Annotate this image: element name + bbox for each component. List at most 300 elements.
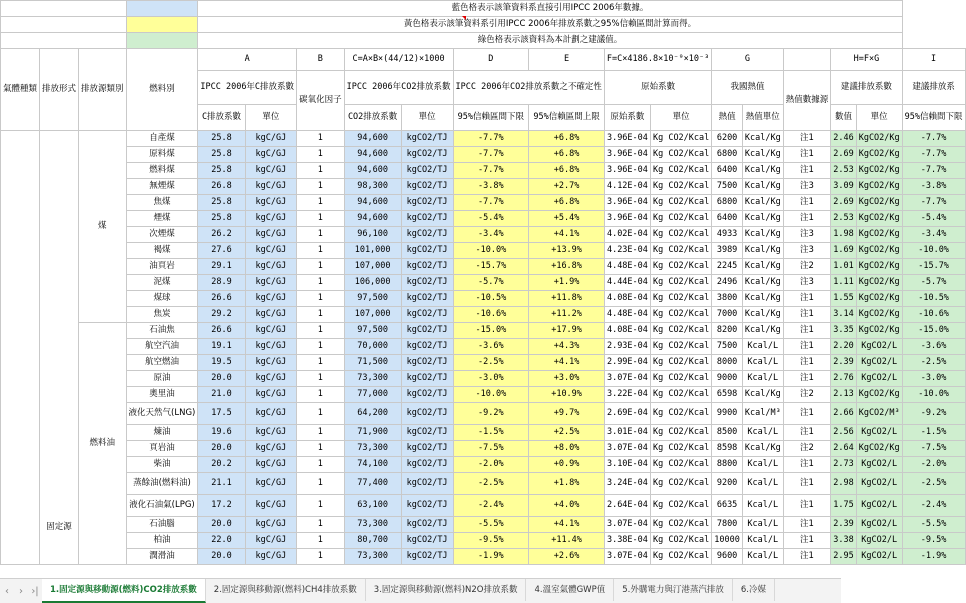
raw-factor-cell[interactable]: 3.10E-04 <box>604 457 650 473</box>
fuel-name-cell[interactable]: 航空燃油 <box>126 355 198 371</box>
raw-unit-cell[interactable]: Kg CO2/Kcal <box>650 131 711 147</box>
suggested-value-cell[interactable]: 2.53 <box>831 163 856 179</box>
heat-value-cell[interactable]: 2245 <box>712 259 743 275</box>
suggested-lower95-cell[interactable]: -10.6% <box>902 307 965 323</box>
sheet-tab-1[interactable]: 1.固定源與移動源(燃料)CO2排放系數 <box>42 579 206 603</box>
c-unit-cell[interactable]: kgC/GJ <box>245 473 296 495</box>
raw-factor-cell[interactable]: 4.02E-04 <box>604 227 650 243</box>
lower95-cell[interactable]: -7.7% <box>453 131 529 147</box>
suggested-value-cell[interactable]: 2.69 <box>831 147 856 163</box>
c-unit-cell[interactable]: kgC/GJ <box>245 195 296 211</box>
fuel-name-cell[interactable]: 煙煤 <box>126 211 198 227</box>
heat-source-cell[interactable]: 注1 <box>783 473 831 495</box>
oxidation-factor-cell[interactable]: 1 <box>297 131 345 147</box>
suggested-lower95-cell[interactable]: -1.9% <box>902 549 965 565</box>
oxidation-factor-cell[interactable]: 1 <box>297 227 345 243</box>
suggested-unit-cell[interactable]: KgCO2/L <box>856 533 902 549</box>
heat-source-cell[interactable]: 注1 <box>783 355 831 371</box>
heat-value-cell[interactable]: 6635 <box>712 495 743 517</box>
lower95-cell[interactable]: -9.5% <box>453 533 529 549</box>
raw-factor-cell[interactable]: 3.24E-04 <box>604 473 650 495</box>
heat-source-cell[interactable]: 注1 <box>783 323 831 339</box>
heat-value-cell[interactable]: 7500 <box>712 339 743 355</box>
lower95-cell[interactable]: -3.0% <box>453 371 529 387</box>
heat-value-cell[interactable]: 8000 <box>712 355 743 371</box>
fuel-name-cell[interactable]: 次煙煤 <box>126 227 198 243</box>
fuel-name-cell[interactable]: 原料煤 <box>126 147 198 163</box>
c-unit-cell[interactable]: kgC/GJ <box>245 243 296 259</box>
oxidation-factor-cell[interactable]: 1 <box>297 371 345 387</box>
heat-value-cell[interactable]: 8598 <box>712 441 743 457</box>
suggested-lower95-cell[interactable]: -3.6% <box>902 339 965 355</box>
raw-factor-cell[interactable]: 4.48E-04 <box>604 259 650 275</box>
oxidation-factor-cell[interactable]: 1 <box>297 195 345 211</box>
co2-factor-cell[interactable]: 80,700 <box>344 533 401 549</box>
tab-scroll-left-icon[interactable]: ‹ <box>5 585 9 597</box>
c-unit-cell[interactable]: kgC/GJ <box>245 291 296 307</box>
suggested-lower95-cell[interactable]: -9.2% <box>902 403 965 425</box>
upper95-cell[interactable]: +16.8% <box>529 259 605 275</box>
co2-unit-cell[interactable]: kgCO2/TJ <box>401 259 453 275</box>
co2-unit-cell[interactable]: kgCO2/TJ <box>401 323 453 339</box>
suggested-value-cell[interactable]: 3.14 <box>831 307 856 323</box>
c-unit-cell[interactable]: kgC/GJ <box>245 549 296 565</box>
heat-unit-cell[interactable]: Kcal/L <box>742 339 783 355</box>
raw-unit-cell[interactable]: Kg CO2/Kcal <box>650 179 711 195</box>
fuel-name-cell[interactable]: 液化石油氣(LPG) <box>126 495 198 517</box>
suggested-value-cell[interactable]: 2.53 <box>831 211 856 227</box>
raw-factor-cell[interactable]: 3.96E-04 <box>604 131 650 147</box>
raw-unit-cell[interactable]: Kg CO2/Kcal <box>650 227 711 243</box>
raw-factor-cell[interactable]: 4.08E-04 <box>604 291 650 307</box>
raw-unit-cell[interactable]: Kg CO2/Kcal <box>650 457 711 473</box>
suggested-unit-cell[interactable]: KgCO2/Kg <box>856 441 902 457</box>
upper95-cell[interactable]: +9.7% <box>529 403 605 425</box>
suggested-lower95-cell[interactable]: -15.7% <box>902 259 965 275</box>
upper95-cell[interactable]: +1.9% <box>529 275 605 291</box>
raw-factor-cell[interactable]: 3.96E-04 <box>604 211 650 227</box>
upper95-cell[interactable]: +13.9% <box>529 243 605 259</box>
fuel-name-cell[interactable]: 液化天然气(LNG) <box>126 403 198 425</box>
heat-value-cell[interactable]: 6800 <box>712 195 743 211</box>
co2-unit-cell[interactable]: kgCO2/TJ <box>401 275 453 291</box>
co2-factor-cell[interactable]: 94,600 <box>344 147 401 163</box>
suggested-unit-cell[interactable]: KgCO2/Kg <box>856 179 902 195</box>
co2-factor-cell[interactable]: 77,400 <box>344 473 401 495</box>
suggested-lower95-cell[interactable]: -3.8% <box>902 179 965 195</box>
upper95-cell[interactable]: +17.9% <box>529 323 605 339</box>
suggested-unit-cell[interactable]: KgCO2/Kg <box>856 307 902 323</box>
co2-unit-cell[interactable]: kgCO2/TJ <box>401 517 453 533</box>
lower95-cell[interactable]: -5.5% <box>453 517 529 533</box>
c-factor-cell[interactable]: 20.0 <box>198 371 245 387</box>
suggested-unit-cell[interactable]: KgCO2/Kg <box>856 195 902 211</box>
heat-unit-cell[interactable]: Kcal/Kg <box>742 307 783 323</box>
suggested-lower95-cell[interactable]: -5.5% <box>902 517 965 533</box>
c-factor-cell[interactable]: 17.2 <box>198 495 245 517</box>
heat-value-cell[interactable]: 6800 <box>712 147 743 163</box>
suggested-unit-cell[interactable]: KgCO2/L <box>856 495 902 517</box>
heat-unit-cell[interactable]: Kcal/L <box>742 425 783 441</box>
heat-unit-cell[interactable]: Kcal/Kg <box>742 147 783 163</box>
raw-unit-cell[interactable]: Kg CO2/Kcal <box>650 495 711 517</box>
c-factor-cell[interactable]: 17.5 <box>198 403 245 425</box>
oxidation-factor-cell[interactable]: 1 <box>297 275 345 291</box>
c-unit-cell[interactable]: kgC/GJ <box>245 259 296 275</box>
heat-value-cell[interactable]: 3989 <box>712 243 743 259</box>
suggested-unit-cell[interactable]: KgCO2/L <box>856 371 902 387</box>
raw-factor-cell[interactable]: 3.07E-04 <box>604 549 650 565</box>
raw-unit-cell[interactable]: Kg CO2/Kcal <box>650 549 711 565</box>
lower95-cell[interactable]: -5.4% <box>453 211 529 227</box>
co2-factor-cell[interactable]: 63,100 <box>344 495 401 517</box>
upper95-cell[interactable]: +11.4% <box>529 533 605 549</box>
heat-source-cell[interactable]: 注1 <box>783 339 831 355</box>
heat-unit-cell[interactable]: Kcal/L <box>742 549 783 565</box>
c-factor-cell[interactable]: 19.6 <box>198 425 245 441</box>
suggested-unit-cell[interactable]: KgCO2/Kg <box>856 387 902 403</box>
suggested-value-cell[interactable]: 2.66 <box>831 403 856 425</box>
lower95-cell[interactable]: -1.9% <box>453 549 529 565</box>
oxidation-factor-cell[interactable]: 1 <box>297 533 345 549</box>
upper95-cell[interactable]: +2.7% <box>529 179 605 195</box>
c-factor-cell[interactable]: 26.8 <box>198 179 245 195</box>
co2-unit-cell[interactable]: kgCO2/TJ <box>401 403 453 425</box>
suggested-lower95-cell[interactable]: -2.5% <box>902 473 965 495</box>
upper95-cell[interactable]: +4.1% <box>529 517 605 533</box>
heat-unit-cell[interactable]: Kcal/Kg <box>742 275 783 291</box>
heat-value-cell[interactable]: 7500 <box>712 179 743 195</box>
c-factor-cell[interactable]: 25.8 <box>198 211 245 227</box>
gas-type-cell[interactable] <box>1 131 40 565</box>
oxidation-factor-cell[interactable]: 1 <box>297 147 345 163</box>
upper95-cell[interactable]: +1.8% <box>529 473 605 495</box>
c-unit-cell[interactable]: kgC/GJ <box>245 227 296 243</box>
lower95-cell[interactable]: -15.0% <box>453 323 529 339</box>
lower95-cell[interactable]: -10.0% <box>453 387 529 403</box>
heat-value-cell[interactable]: 6400 <box>712 163 743 179</box>
c-factor-cell[interactable]: 26.6 <box>198 291 245 307</box>
suggested-lower95-cell[interactable]: -7.7% <box>902 147 965 163</box>
raw-unit-cell[interactable]: Kg CO2/Kcal <box>650 275 711 291</box>
lower95-cell[interactable]: -5.7% <box>453 275 529 291</box>
co2-factor-cell[interactable]: 94,600 <box>344 131 401 147</box>
oxidation-factor-cell[interactable]: 1 <box>297 355 345 371</box>
suggested-value-cell[interactable]: 1.55 <box>831 291 856 307</box>
co2-unit-cell[interactable]: kgCO2/TJ <box>401 147 453 163</box>
raw-unit-cell[interactable]: Kg CO2/Kcal <box>650 371 711 387</box>
lower95-cell[interactable]: -15.7% <box>453 259 529 275</box>
heat-value-cell[interactable]: 6200 <box>712 131 743 147</box>
heat-unit-cell[interactable]: Kcal/Kg <box>742 131 783 147</box>
raw-unit-cell[interactable]: Kg CO2/Kcal <box>650 291 711 307</box>
suggested-lower95-cell[interactable]: -10.0% <box>902 243 965 259</box>
fuel-name-cell[interactable]: 焦炭 <box>126 307 198 323</box>
c-unit-cell[interactable]: kgC/GJ <box>245 211 296 227</box>
heat-value-cell[interactable]: 8500 <box>712 425 743 441</box>
suggested-lower95-cell[interactable]: -7.7% <box>902 131 965 147</box>
fuel-name-cell[interactable]: 原油 <box>126 371 198 387</box>
co2-unit-cell[interactable]: kgCO2/TJ <box>401 533 453 549</box>
fuel-name-cell[interactable]: 潤滑油 <box>126 549 198 565</box>
c-unit-cell[interactable]: kgC/GJ <box>245 339 296 355</box>
lower95-cell[interactable]: -2.5% <box>453 473 529 495</box>
heat-value-cell[interactable]: 6598 <box>712 387 743 403</box>
co2-unit-cell[interactable]: kgCO2/TJ <box>401 387 453 403</box>
co2-unit-cell[interactable]: kgCO2/TJ <box>401 307 453 323</box>
c-factor-cell[interactable]: 25.8 <box>198 147 245 163</box>
suggested-value-cell[interactable]: 2.46 <box>831 131 856 147</box>
co2-factor-cell[interactable]: 101,000 <box>344 243 401 259</box>
suggested-value-cell[interactable]: 3.09 <box>831 179 856 195</box>
raw-factor-cell[interactable]: 2.93E-04 <box>604 339 650 355</box>
suggested-unit-cell[interactable]: KgCO2/Kg <box>856 147 902 163</box>
oxidation-factor-cell[interactable]: 1 <box>297 425 345 441</box>
heat-source-cell[interactable]: 注2 <box>783 387 831 403</box>
raw-unit-cell[interactable]: Kg CO2/Kcal <box>650 473 711 495</box>
heat-unit-cell[interactable]: Kcal/L <box>742 355 783 371</box>
sheet-tab-3[interactable]: 3.固定源與移動源(燃料)N2O排放系數 <box>366 579 527 601</box>
co2-unit-cell[interactable]: kgCO2/TJ <box>401 371 453 387</box>
heat-source-cell[interactable]: 注1 <box>783 371 831 387</box>
raw-unit-cell[interactable]: Kg CO2/Kcal <box>650 355 711 371</box>
suggested-lower95-cell[interactable]: -5.4% <box>902 211 965 227</box>
suggested-unit-cell[interactable]: KgCO2/M³ <box>856 403 902 425</box>
co2-unit-cell[interactable]: kgCO2/TJ <box>401 179 453 195</box>
fuel-name-cell[interactable]: 油頁岩 <box>126 259 198 275</box>
c-factor-cell[interactable]: 22.0 <box>198 533 245 549</box>
oxidation-factor-cell[interactable]: 1 <box>297 323 345 339</box>
raw-unit-cell[interactable]: Kg CO2/Kcal <box>650 387 711 403</box>
c-factor-cell[interactable]: 21.0 <box>198 387 245 403</box>
tab-scroll-right-icon[interactable]: › <box>19 585 23 597</box>
heat-value-cell[interactable]: 6400 <box>712 211 743 227</box>
lower95-cell[interactable]: -3.6% <box>453 339 529 355</box>
upper95-cell[interactable]: +6.8% <box>529 131 605 147</box>
upper95-cell[interactable]: +10.9% <box>529 387 605 403</box>
c-unit-cell[interactable]: kgC/GJ <box>245 163 296 179</box>
suggested-unit-cell[interactable]: KgCO2/L <box>856 473 902 495</box>
heat-unit-cell[interactable]: Kcal/Kg <box>742 227 783 243</box>
co2-factor-cell[interactable]: 73,300 <box>344 441 401 457</box>
co2-unit-cell[interactable]: kgCO2/TJ <box>401 441 453 457</box>
heat-unit-cell[interactable]: Kcal/L <box>742 533 783 549</box>
suggested-value-cell[interactable]: 2.95 <box>831 549 856 565</box>
co2-unit-cell[interactable]: kgCO2/TJ <box>401 339 453 355</box>
c-unit-cell[interactable]: kgC/GJ <box>245 425 296 441</box>
heat-source-cell[interactable]: 注1 <box>783 517 831 533</box>
raw-unit-cell[interactable]: Kg CO2/Kcal <box>650 307 711 323</box>
raw-unit-cell[interactable]: Kg CO2/Kcal <box>650 195 711 211</box>
raw-factor-cell[interactable]: 3.96E-04 <box>604 163 650 179</box>
heat-value-cell[interactable]: 3800 <box>712 291 743 307</box>
c-unit-cell[interactable]: kgC/GJ <box>245 355 296 371</box>
c-unit-cell[interactable]: kgC/GJ <box>245 275 296 291</box>
suggested-lower95-cell[interactable]: -7.7% <box>902 195 965 211</box>
upper95-cell[interactable]: +8.0% <box>529 441 605 457</box>
raw-factor-cell[interactable]: 2.69E-04 <box>604 403 650 425</box>
suggested-value-cell[interactable]: 1.98 <box>831 227 856 243</box>
c-factor-cell[interactable]: 26.2 <box>198 227 245 243</box>
co2-factor-cell[interactable]: 77,000 <box>344 387 401 403</box>
c-factor-cell[interactable]: 25.8 <box>198 131 245 147</box>
raw-unit-cell[interactable]: Kg CO2/Kcal <box>650 533 711 549</box>
suggested-unit-cell[interactable]: KgCO2/L <box>856 425 902 441</box>
oxidation-factor-cell[interactable]: 1 <box>297 163 345 179</box>
heat-unit-cell[interactable]: Kcal/L <box>742 473 783 495</box>
fuel-name-cell[interactable]: 泥煤 <box>126 275 198 291</box>
heat-source-cell[interactable]: 注1 <box>783 291 831 307</box>
suggested-lower95-cell[interactable]: -1.5% <box>902 425 965 441</box>
co2-factor-cell[interactable]: 107,000 <box>344 307 401 323</box>
upper95-cell[interactable]: +6.8% <box>529 163 605 179</box>
suggested-lower95-cell[interactable]: -3.0% <box>902 371 965 387</box>
upper95-cell[interactable]: +3.0% <box>529 371 605 387</box>
raw-factor-cell[interactable]: 3.07E-04 <box>604 441 650 457</box>
c-unit-cell[interactable]: kgC/GJ <box>245 387 296 403</box>
suggested-value-cell[interactable]: 2.76 <box>831 371 856 387</box>
suggested-unit-cell[interactable]: KgCO2/L <box>856 517 902 533</box>
oxidation-factor-cell[interactable]: 1 <box>297 259 345 275</box>
c-unit-cell[interactable]: kgC/GJ <box>245 403 296 425</box>
fuel-name-cell[interactable]: 柏油 <box>126 533 198 549</box>
heat-unit-cell[interactable]: Kcal/L <box>742 457 783 473</box>
co2-factor-cell[interactable]: 94,600 <box>344 211 401 227</box>
c-factor-cell[interactable]: 27.6 <box>198 243 245 259</box>
c-factor-cell[interactable]: 29.1 <box>198 259 245 275</box>
suggested-unit-cell[interactable]: KgCO2/Kg <box>856 131 902 147</box>
upper95-cell[interactable]: +4.0% <box>529 495 605 517</box>
lower95-cell[interactable]: -10.6% <box>453 307 529 323</box>
co2-factor-cell[interactable]: 107,000 <box>344 259 401 275</box>
raw-factor-cell[interactable]: 4.44E-04 <box>604 275 650 291</box>
c-factor-cell[interactable]: 25.8 <box>198 163 245 179</box>
oxidation-factor-cell[interactable]: 1 <box>297 211 345 227</box>
co2-unit-cell[interactable]: kgCO2/TJ <box>401 473 453 495</box>
suggested-value-cell[interactable]: 2.13 <box>831 387 856 403</box>
heat-source-cell[interactable]: 注1 <box>783 147 831 163</box>
heat-unit-cell[interactable]: Kcal/Kg <box>742 259 783 275</box>
suggested-value-cell[interactable]: 2.39 <box>831 517 856 533</box>
upper95-cell[interactable]: +11.2% <box>529 307 605 323</box>
oxidation-factor-cell[interactable]: 1 <box>297 473 345 495</box>
raw-unit-cell[interactable]: Kg CO2/Kcal <box>650 259 711 275</box>
co2-factor-cell[interactable]: 96,100 <box>344 227 401 243</box>
suggested-lower95-cell[interactable]: -3.4% <box>902 227 965 243</box>
suggested-value-cell[interactable]: 2.39 <box>831 355 856 371</box>
raw-factor-cell[interactable]: 3.22E-04 <box>604 387 650 403</box>
raw-unit-cell[interactable]: Kg CO2/Kcal <box>650 403 711 425</box>
source-category-oil[interactable]: 燃料油 <box>79 323 127 565</box>
sheet-tab-5[interactable]: 5.外購電力與汀港蒸汽排放 <box>614 579 733 601</box>
suggested-unit-cell[interactable]: KgCO2/Kg <box>856 291 902 307</box>
c-unit-cell[interactable]: kgC/GJ <box>245 457 296 473</box>
raw-factor-cell[interactable]: 3.96E-04 <box>604 147 650 163</box>
heat-source-cell[interactable]: 注1 <box>783 549 831 565</box>
c-unit-cell[interactable]: kgC/GJ <box>245 441 296 457</box>
heat-source-cell[interactable]: 注3 <box>783 275 831 291</box>
suggested-value-cell[interactable]: 1.75 <box>831 495 856 517</box>
co2-unit-cell[interactable]: kgCO2/TJ <box>401 355 453 371</box>
suggested-unit-cell[interactable]: KgCO2/L <box>856 457 902 473</box>
upper95-cell[interactable]: +2.5% <box>529 425 605 441</box>
heat-source-cell[interactable]: 注1 <box>783 425 831 441</box>
upper95-cell[interactable]: +2.6% <box>529 549 605 565</box>
lower95-cell[interactable]: -7.7% <box>453 147 529 163</box>
co2-factor-cell[interactable]: 70,000 <box>344 339 401 355</box>
heat-source-cell[interactable]: 注1 <box>783 307 831 323</box>
oxidation-factor-cell[interactable]: 1 <box>297 291 345 307</box>
co2-factor-cell[interactable]: 74,100 <box>344 457 401 473</box>
heat-unit-cell[interactable]: Kcal/Kg <box>742 291 783 307</box>
suggested-value-cell[interactable]: 2.56 <box>831 425 856 441</box>
fuel-name-cell[interactable]: 自產煤 <box>126 131 198 147</box>
lower95-cell[interactable]: -2.0% <box>453 457 529 473</box>
heat-unit-cell[interactable]: Kcal/Kg <box>742 163 783 179</box>
suggested-value-cell[interactable]: 2.98 <box>831 473 856 495</box>
raw-factor-cell[interactable]: 4.23E-04 <box>604 243 650 259</box>
suggested-lower95-cell[interactable]: -2.5% <box>902 355 965 371</box>
c-factor-cell[interactable]: 19.5 <box>198 355 245 371</box>
heat-source-cell[interactable]: 注3 <box>783 179 831 195</box>
raw-unit-cell[interactable]: Kg CO2/Kcal <box>650 517 711 533</box>
lower95-cell[interactable]: -2.4% <box>453 495 529 517</box>
suggested-unit-cell[interactable]: KgCO2/Kg <box>856 227 902 243</box>
co2-unit-cell[interactable]: kgCO2/TJ <box>401 291 453 307</box>
oxidation-factor-cell[interactable]: 1 <box>297 307 345 323</box>
fuel-name-cell[interactable]: 石油焦 <box>126 323 198 339</box>
heat-source-cell[interactable]: 注3 <box>783 227 831 243</box>
c-factor-cell[interactable]: 19.1 <box>198 339 245 355</box>
heat-source-cell[interactable]: 注1 <box>783 457 831 473</box>
suggested-lower95-cell[interactable]: -2.0% <box>902 457 965 473</box>
heat-value-cell[interactable]: 9200 <box>712 473 743 495</box>
heat-unit-cell[interactable]: Kcal/M³ <box>742 403 783 425</box>
raw-unit-cell[interactable]: Kg CO2/Kcal <box>650 147 711 163</box>
heat-source-cell[interactable]: 注1 <box>783 403 831 425</box>
heat-unit-cell[interactable]: Kcal/Kg <box>742 195 783 211</box>
fuel-name-cell[interactable]: 無煙煤 <box>126 179 198 195</box>
suggested-unit-cell[interactable]: KgCO2/Kg <box>856 163 902 179</box>
c-unit-cell[interactable]: kgC/GJ <box>245 179 296 195</box>
raw-unit-cell[interactable]: Kg CO2/Kcal <box>650 323 711 339</box>
fuel-name-cell[interactable]: 燃料煤 <box>126 163 198 179</box>
heat-value-cell[interactable]: 9000 <box>712 371 743 387</box>
heat-value-cell[interactable]: 9600 <box>712 549 743 565</box>
fuel-name-cell[interactable]: 頁岩油 <box>126 441 198 457</box>
c-factor-cell[interactable]: 20.0 <box>198 441 245 457</box>
fuel-name-cell[interactable]: 蒸餘油(燃料油) <box>126 473 198 495</box>
upper95-cell[interactable]: +11.8% <box>529 291 605 307</box>
heat-source-cell[interactable]: 注1 <box>783 533 831 549</box>
suggested-lower95-cell[interactable]: -2.4% <box>902 495 965 517</box>
suggested-value-cell[interactable]: 2.20 <box>831 339 856 355</box>
co2-unit-cell[interactable]: kgCO2/TJ <box>401 195 453 211</box>
co2-unit-cell[interactable]: kgCO2/TJ <box>401 495 453 517</box>
suggested-value-cell[interactable]: 3.38 <box>831 533 856 549</box>
oxidation-factor-cell[interactable]: 1 <box>297 457 345 473</box>
heat-source-cell[interactable]: 注3 <box>783 243 831 259</box>
heat-unit-cell[interactable]: Kcal/L <box>742 371 783 387</box>
suggested-lower95-cell[interactable]: -15.0% <box>902 323 965 339</box>
co2-unit-cell[interactable]: kgCO2/TJ <box>401 131 453 147</box>
c-factor-cell[interactable]: 20.0 <box>198 517 245 533</box>
upper95-cell[interactable]: +6.8% <box>529 195 605 211</box>
emission-form-cell[interactable] <box>40 131 79 565</box>
co2-factor-cell[interactable]: 73,300 <box>344 549 401 565</box>
fuel-name-cell[interactable]: 柴油 <box>126 457 198 473</box>
heat-unit-cell[interactable]: Kcal/Kg <box>742 387 783 403</box>
